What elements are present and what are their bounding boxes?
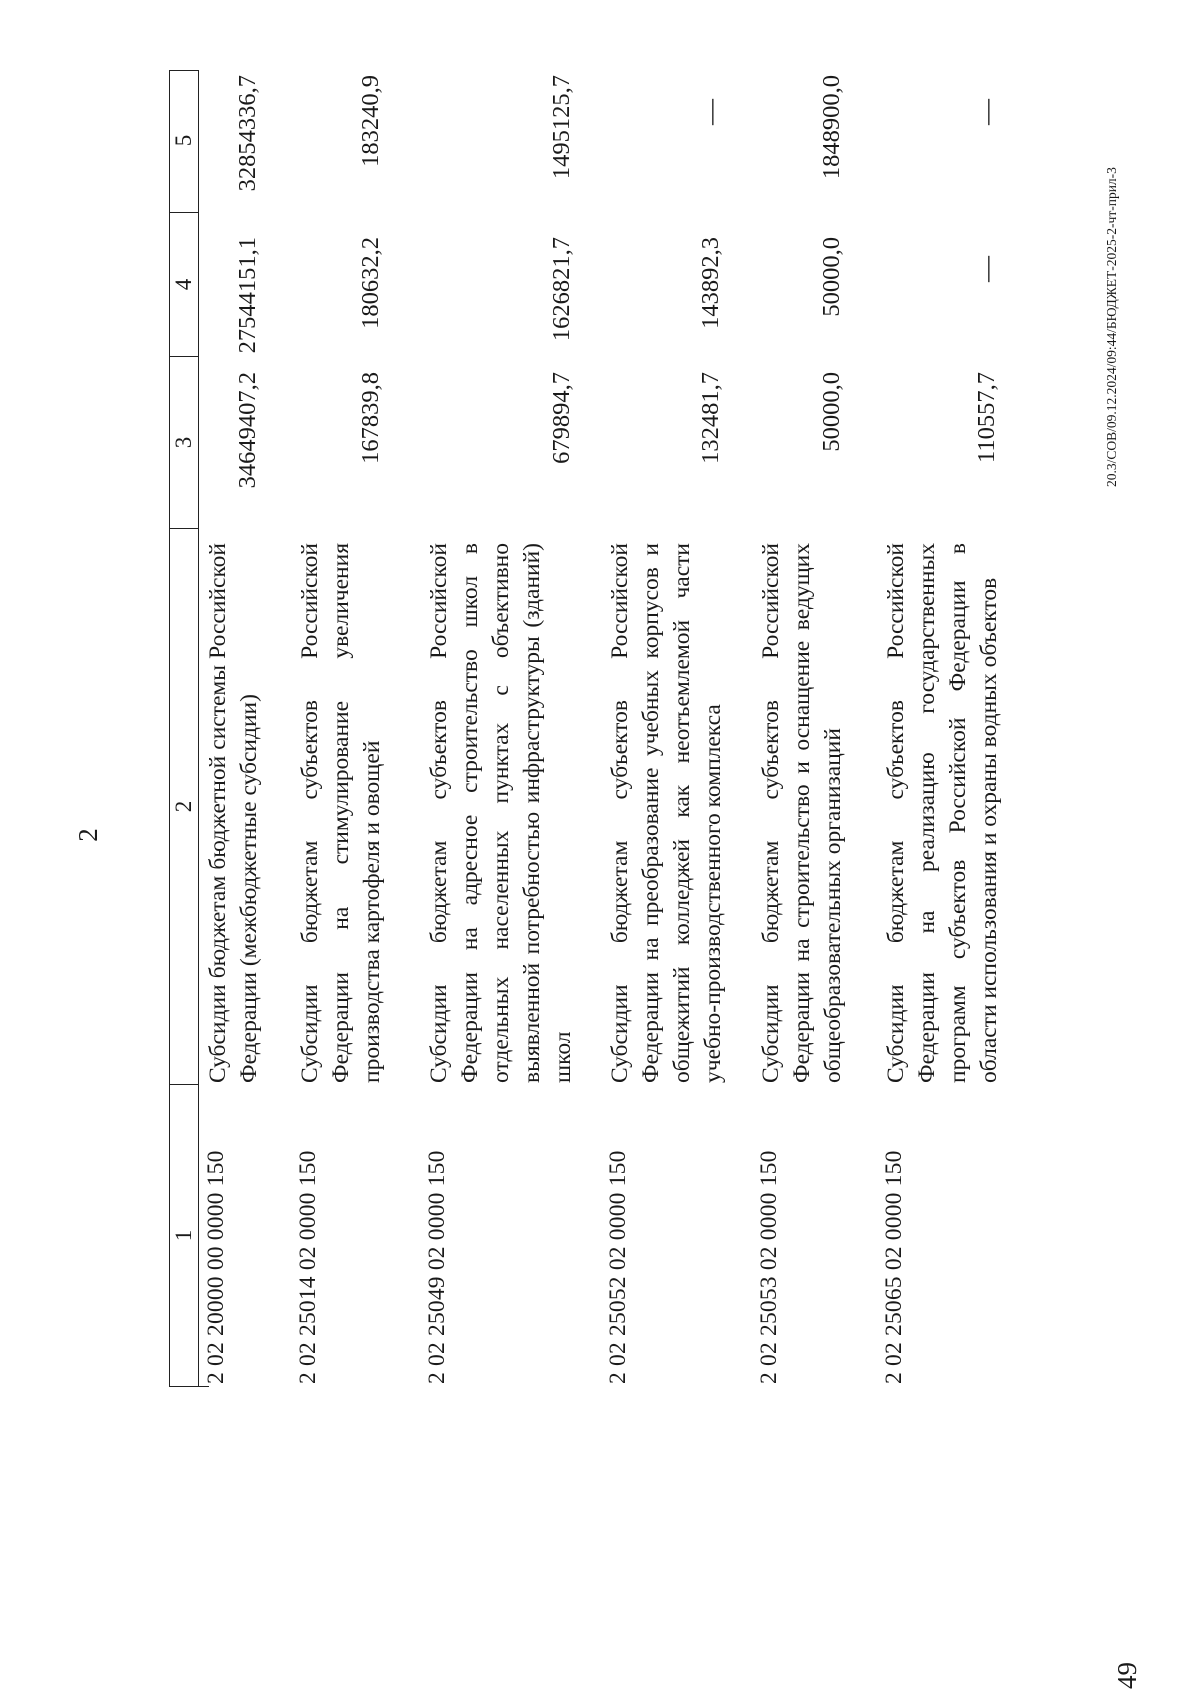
row-2-col3: 167839,8: [357, 372, 384, 464]
row-1-col4: 27544151,1: [234, 237, 261, 354]
row-1-col5: 32854336,7: [234, 75, 261, 192]
row-1-description: Субсидии бюджетам бюджетной системы Российской Федерации (межбюджетные субсидии): [205, 543, 262, 1083]
header-col-4: 4: [170, 212, 198, 356]
row-3-col5: 1495125,7: [548, 75, 575, 180]
row-1-col3: 34649407,2: [234, 372, 261, 489]
row-6-col4: —: [972, 256, 1001, 282]
row-2-col5: 183240,9: [357, 75, 384, 167]
row-2-description: Субсидии бюджетам субъектов Российской Федерации на стимулирование увеличения производства картофеля и овощей: [297, 543, 385, 1083]
header-col-5: 5: [171, 134, 196, 147]
header-col-1: 1: [170, 1084, 198, 1386]
row-5-col4: 50000,0: [818, 237, 845, 317]
row-1-code: 2 02 20000 00 0000 150: [203, 1150, 229, 1384]
row-6-code: 2 02 25065 02 0000 150: [881, 1150, 907, 1384]
row-5-col5: 1848900,0: [818, 75, 845, 180]
row-6-col3: 110557,7: [973, 372, 1000, 463]
row-6-col5: —: [972, 99, 1001, 125]
row-4-col4: 143892,3: [697, 237, 724, 329]
footer-document-code: 20.3/СОВ/09.12.2024/09:44/БЮДЖЕТ-2025-2-чт-прил-3: [1104, 167, 1119, 487]
page-top-number: 2: [73, 828, 103, 842]
table-header-row: [169, 70, 199, 1387]
row-3-code: 2 02 25049 02 0000 150: [424, 1150, 450, 1384]
row-4-description: Субсидии бюджетам субъектов Российской Федерации на преобразование учебных корпусов и общежитий колледжей как неотъемлемой части учебно-производственного комплекса: [607, 543, 726, 1083]
row-2-code: 2 02 25014 02 0000 150: [295, 1150, 321, 1384]
row-4-col3: 132481,7: [697, 372, 724, 464]
row-4-col5: —: [696, 99, 725, 125]
row-6-description: Субсидии бюджетам субъектов Российской Федерации на реализацию государственных программ субъектов Российской Федерации в области использования и охраны водных объектов: [883, 543, 1002, 1083]
row-5-description: Субсидии бюджетам субъектов Российской Федерации на строительство и оснащение ведущих общеобразовательных организаций: [758, 543, 846, 1083]
row-5-col3: 50000,0: [818, 372, 845, 452]
table-left-border: [169, 1386, 209, 1387]
row-4-code: 2 02 25052 02 0000 150: [605, 1150, 631, 1384]
page-number: 49: [1112, 1662, 1142, 1689]
row-3-description: Субсидии бюджетам субъектов Российской Федерации на адресное строительство школ в отдельных населенных пунктах с объективно выявленной потребностью инфраструктуры (зданий) школ: [426, 543, 576, 1083]
row-3-col3: 679894,7: [548, 372, 575, 464]
row-2-col4: 180632,2: [357, 237, 384, 329]
header-col-2: 2: [170, 528, 198, 1084]
row-5-code: 2 02 25053 02 0000 150: [756, 1150, 782, 1384]
header-col-3: 3: [170, 356, 198, 528]
row-3-col4: 1626821,7: [548, 237, 575, 342]
